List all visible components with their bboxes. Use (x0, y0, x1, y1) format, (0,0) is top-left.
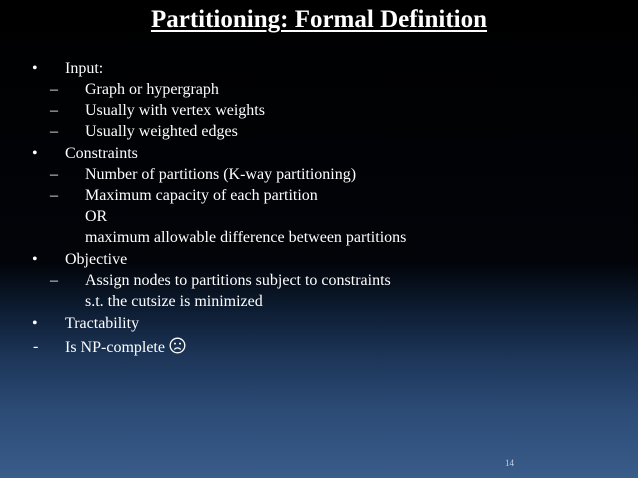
bullet-marker: • (32, 145, 38, 162)
dash-marker: – (50, 166, 58, 183)
np-complete-text: Is NP-complete (65, 339, 165, 356)
sub-bullet-vertex-weights: Usually with vertex weights (85, 102, 265, 119)
bullet-constraints: Constraints (65, 145, 138, 162)
bullet-marker: • (32, 60, 38, 77)
sub-bullet-assign-nodes: Assign nodes to partitions subject to constraints (85, 272, 391, 289)
bullet-marker: • (32, 251, 38, 268)
hyphen-marker: - (33, 338, 39, 355)
frown-face-icon (169, 337, 186, 360)
sub-bullet-num-partitions: Number of partitions (K-way partitioning) (85, 166, 357, 183)
dash-marker: – (50, 81, 58, 98)
dash-marker: – (50, 187, 58, 204)
bullet-input: Input: (65, 60, 104, 77)
sub-bullet-max-capacity: Maximum capacity of each partition (85, 187, 318, 204)
dash-marker: – (50, 272, 58, 289)
bullet-tractability: Tractability (65, 315, 140, 332)
sub-bullet-or: OR (85, 208, 108, 225)
dash-marker: – (50, 102, 58, 119)
slide-title: Partitioning: Formal Definition (150, 6, 488, 33)
bullet-marker: • (32, 315, 38, 332)
np-complete-line (65, 337, 186, 360)
sub-bullet-max-difference: maximum allowable difference between partitions (85, 229, 407, 246)
bullet-objective: Objective (65, 251, 128, 268)
sub-bullet-weighted-edges: Usually weighted edges (85, 123, 238, 140)
page-number: 14 (505, 458, 514, 468)
dash-marker: – (50, 123, 58, 140)
sub-bullet-graph: Graph or hypergraph (85, 81, 219, 98)
sub-bullet-cutsize: s.t. the cutsize is minimized (85, 293, 263, 310)
